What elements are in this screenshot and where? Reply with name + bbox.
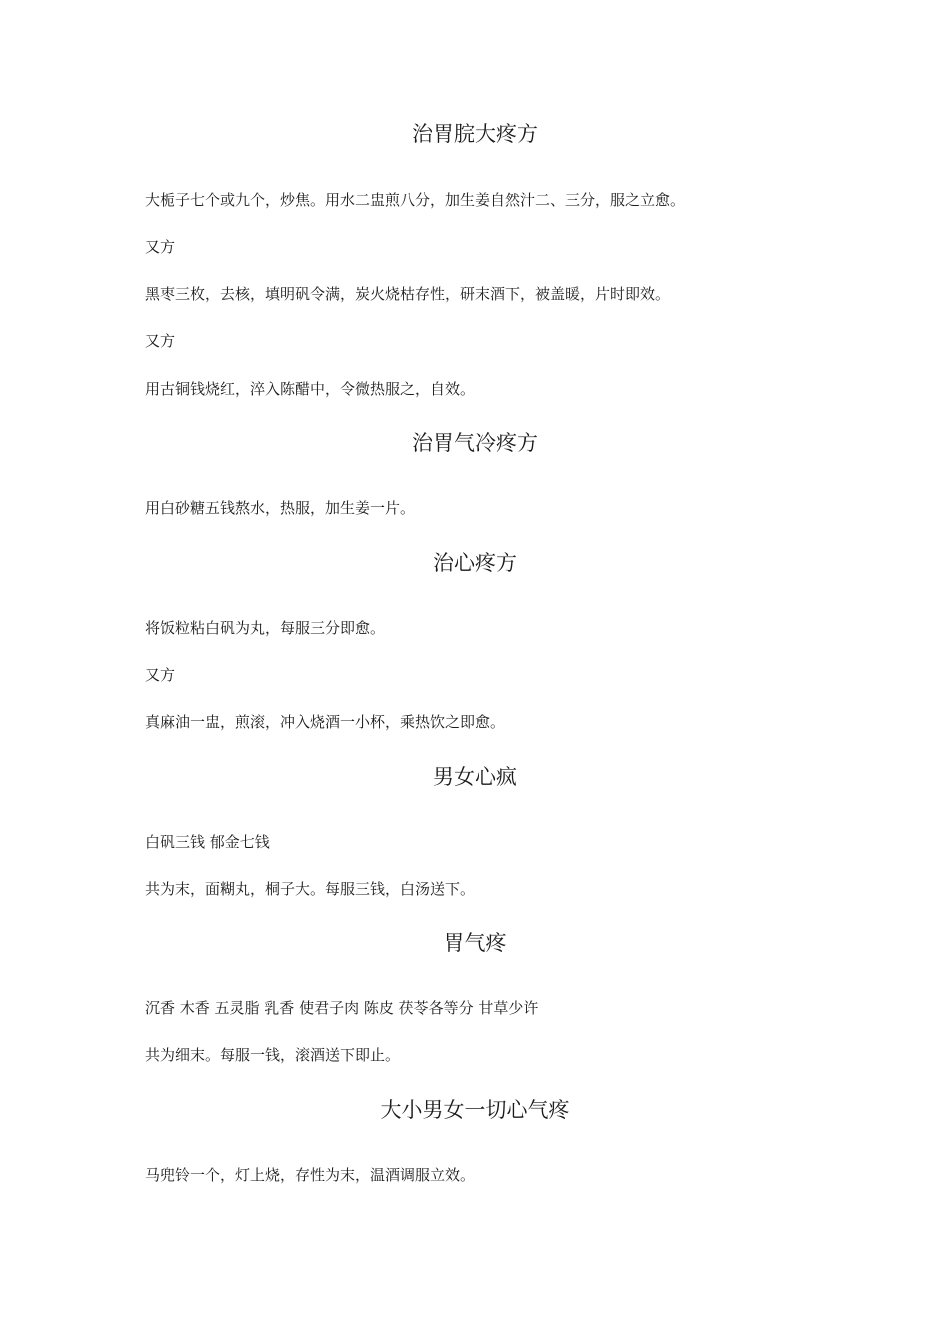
section-title: 男女心疯 bbox=[433, 765, 517, 789]
recipe-line: 白矾三钱 郁金七钱 bbox=[145, 833, 270, 851]
section-title: 大小男女一切心气疼 bbox=[380, 1098, 570, 1122]
section-title: 治胃气冷疼方 bbox=[412, 431, 538, 455]
recipe-line: 用古铜钱烧红，淬入陈醋中，令微热服之，自效。 bbox=[145, 380, 476, 398]
recipe-line: 又方 bbox=[145, 238, 176, 256]
recipe-line: 沉香 木香 五灵脂 乳香 使君子肉 陈皮 茯苓各等分 甘草少许 bbox=[145, 999, 539, 1017]
section-title: 治胃脘大疼方 bbox=[412, 122, 538, 146]
recipe-line: 黑枣三枚，去核，填明矾令满，炭火烧枯存性，研末酒下，被盖暖，片时即效。 bbox=[145, 285, 671, 303]
recipe-line: 真麻油一盅，煎滚，冲入烧酒一小杯，乘热饮之即愈。 bbox=[145, 713, 506, 731]
recipe-line: 将饭粒粘白矾为丸，每服三分即愈。 bbox=[145, 619, 386, 637]
recipe-line: 又方 bbox=[145, 332, 176, 350]
recipe-line: 共为细末。每服一钱，滚酒送下即止。 bbox=[145, 1046, 401, 1064]
recipe-line: 大栀子七个或九个，炒焦。用水二盅煎八分，加生姜自然汁二、三分，服之立愈。 bbox=[145, 191, 686, 209]
recipe-line: 马兜铃一个，灯上烧，存性为末，温酒调服立效。 bbox=[145, 1166, 476, 1184]
recipe-line: 又方 bbox=[145, 666, 176, 684]
section-title: 胃气疼 bbox=[443, 931, 507, 955]
section-title: 治心疼方 bbox=[433, 551, 517, 575]
recipe-line: 共为末，面糊丸，桐子大。每服三钱，白汤送下。 bbox=[145, 880, 476, 898]
recipe-line: 用白砂糖五钱熬水，热服，加生姜一片。 bbox=[145, 499, 416, 517]
